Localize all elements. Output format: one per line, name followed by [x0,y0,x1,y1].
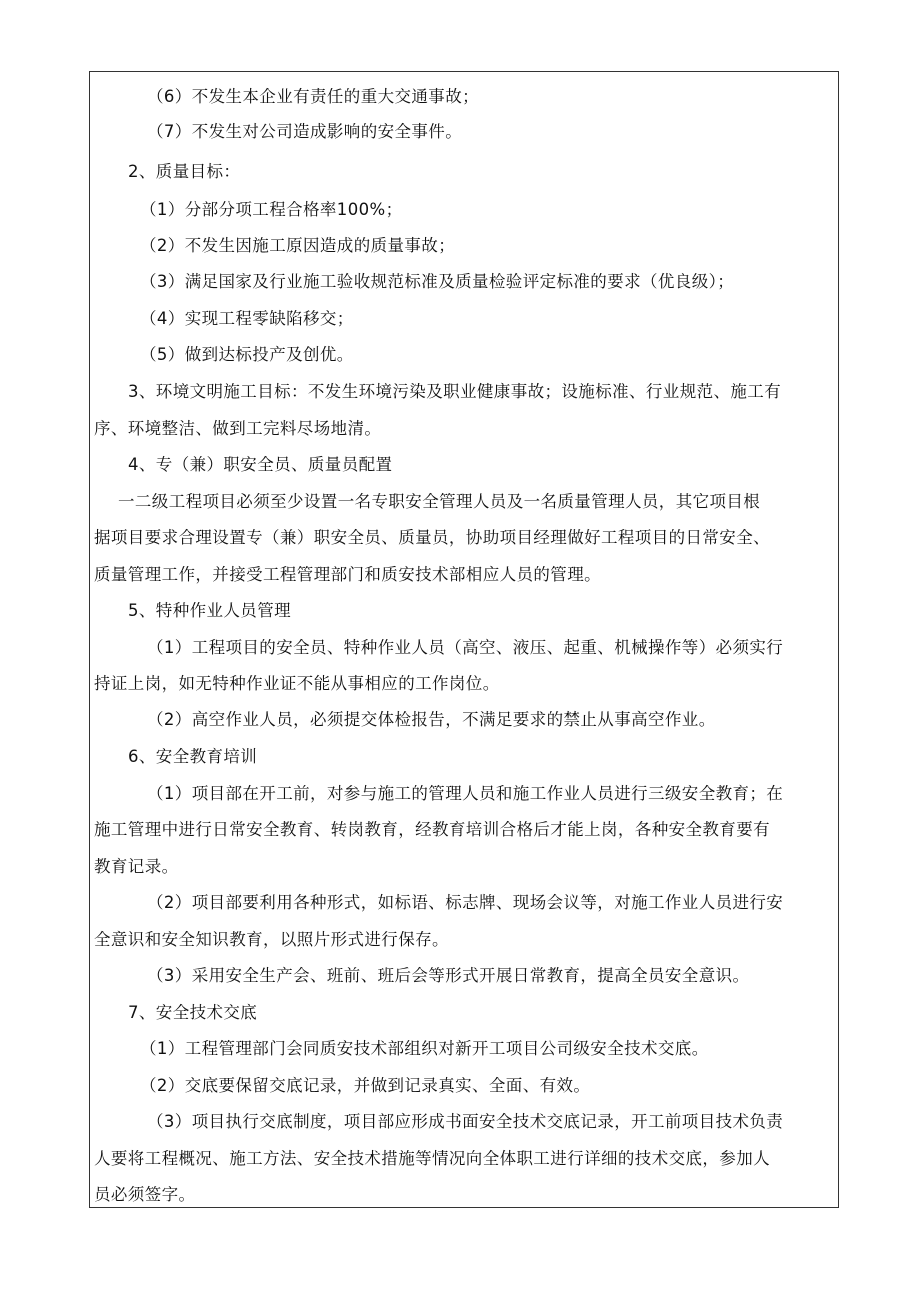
section-heading: 4、专（兼）职安全员、质量员配置 [128,455,393,474]
section-heading: 3、环境文明施工目标：不发生环境污染及职业健康事故；设施标准、行业规范、施工有 [128,382,782,401]
section-heading: 7、安全技术交底 [128,1003,258,1022]
text-line: （5）做到达标投产及创优。 [140,345,354,364]
text-line: （6）不发生本企业有责任的重大交通事故； [147,87,479,106]
text-line: （1）工程管理部门会同质安技术部组织对新开工项目公司级安全技术交底。 [140,1039,709,1058]
text-line: （1）项目部在开工前，对参与施工的管理人员和施工作业人员进行三级安全教育；在 [147,784,784,803]
text-line: （2）高空作业人员，必须提交体检报告，不满足要求的禁止从事高空作业。 [147,710,716,729]
text-line: 员必须签字。 [94,1185,196,1204]
text-line: （3）满足国家及行业施工验收规范标准及质量检验评定标准的要求（优良级）； [140,272,735,291]
text-line: 一二级工程项目必须至少设置一名专职安全管理人员及一名质量管理人员，其它项目根 [118,492,761,511]
section-heading: 5、特种作业人员管理 [128,601,291,620]
text-line: 人要将工程概况、施工方法、安全技术措施等情况向全体职工进行详细的技术交底，参加人 [94,1149,770,1168]
section-heading: 2、质量目标： [128,162,241,181]
text-line: 据项目要求合理设置专（兼）职安全员、质量员，协助项目经理做好工程项目的日常安全、 [94,528,770,547]
text-line: 持证上岗，如无特种作业证不能从事相应的工作岗位。 [94,674,500,693]
text-line: （7）不发生对公司造成影响的安全事件。 [147,122,463,141]
text-line: （2）不发生因施工原因造成的质量事故； [140,236,456,255]
text-line: （2）交底要保留交底记录，并做到记录真实、全面、有效。 [140,1076,591,1095]
text-line: （1）工程项目的安全员、特种作业人员（高空、液压、起重、机械操作等）必须实行 [147,638,784,657]
text-line: 全意识和安全知识教育，以照片形式进行保存。 [94,930,449,949]
section-heading: 6、安全教育培训 [128,747,258,766]
text-line: （2）项目部要利用各种形式，如标语、标志牌、现场会议等，对施工作业人员进行安 [147,893,784,912]
text-line: （1）分部分项工程合格率100%； [140,200,403,219]
text-line: （3）采用安全生产会、班前、班后会等形式开展日常教育，提高全员安全意识。 [147,966,750,985]
text-line: 施工管理中进行日常安全教育、转岗教育，经教育培训合格后才能上岗，各种安全教育要有 [94,820,770,839]
text-line: 序、环境整洁、做到工完料尽场地清。 [94,419,382,438]
text-line: 质量管理工作，并接受工程管理部门和质安技术部相应人员的管理。 [94,565,601,584]
text-line: （3）项目执行交底制度，项目部应形成书面安全技术交底记录，开工前项目技术负责 [147,1112,784,1131]
text-line: 教育记录。 [94,857,179,876]
text-line: （4）实现工程零缺陷移交； [140,309,354,328]
